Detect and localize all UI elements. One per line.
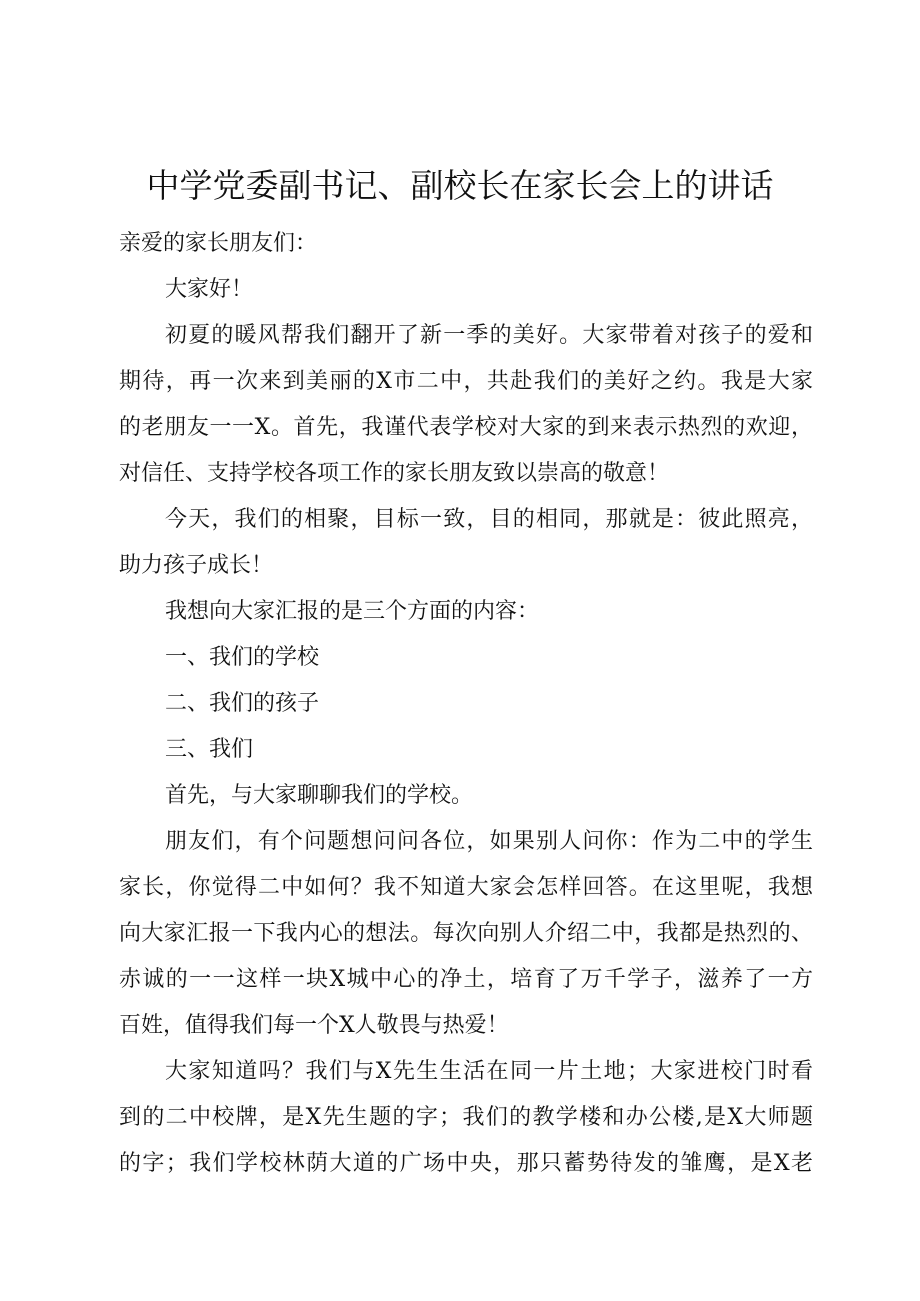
paragraph-line: 到的二中校牌，是X先生题的字；我们的教学楼和办公楼,是X大师题 (119, 1105, 813, 1130)
outline-item: 一、我们的学校 (165, 645, 320, 670)
paragraph-line: 向大家汇报一下我内心的想法。每次向别人介绍二中，我都是热烈的、 (119, 921, 813, 946)
document-title: 中学党委副书记、副校长在家长会上的讲话 (146, 166, 774, 205)
paragraph-line: 对信任、支持学校各项工作的家长朋友致以崇高的敬意！ (119, 461, 670, 486)
paragraph-line: 赤诚的一一这样一块X城中心的净土，培育了万千学子，滋养了一方 (119, 967, 813, 992)
paragraph-line: 的老朋友一一X。首先，我谨代表学校对大家的到来表示热烈的欢迎， (119, 415, 813, 440)
paragraph-line: 的字；我们学校林荫大道的广场中央，那只蓄势待发的雏鹰，是X老 (119, 1151, 813, 1176)
paragraph-line: 大家知道吗？我们与X先生生活在同一片土地；大家进校门时看 (165, 1059, 813, 1084)
outline-item: 三、我们 (165, 737, 254, 762)
paragraph-line: 初夏的暖风帮我们翻开了新一季的美好。大家带着对孩子的爱和 (165, 323, 813, 348)
paragraph-line: 助力孩子成长！ (119, 553, 274, 578)
paragraph-line: 首先，与大家聊聊我们的学校。 (165, 783, 474, 808)
greeting-line: 大家好！ (165, 277, 254, 302)
paragraph-line: 家长，你觉得二中如何？我不知道大家会怎样回答。在这里呢，我想 (119, 875, 813, 900)
document-body (119, 221, 813, 1187)
paragraph-line: 朋友们，有个问题想问问各位，如果别人问你：作为二中的学生 (165, 829, 813, 854)
salutation-line: 亲爱的家长朋友们： (119, 231, 318, 256)
paragraph-line: 期待，再一次来到美丽的X市二中，共赴我们的美好之约。我是大家 (119, 369, 813, 394)
paragraph-line: 今天，我们的相聚，目标一致，目的相同，那就是：彼此照亮， (165, 507, 813, 532)
paragraph-line: 百姓，值得我们每一个X人敬畏与热爱！ (119, 1013, 509, 1038)
paragraph-line: 我想向大家汇报的是三个方面的内容： (165, 599, 540, 624)
outline-item: 二、我们的孩子 (165, 691, 320, 716)
